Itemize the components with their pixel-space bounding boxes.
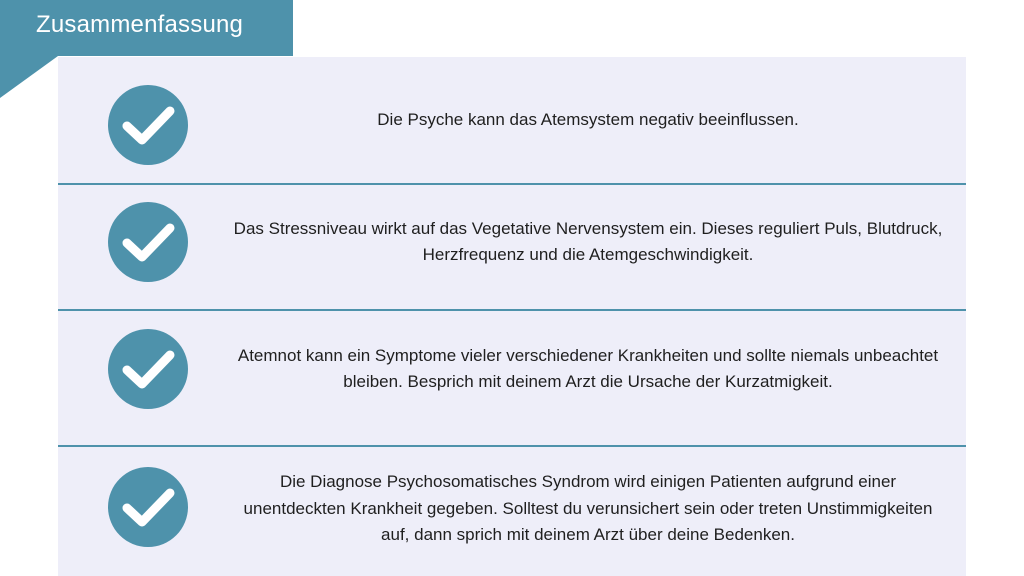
summary-item-text — [228, 57, 948, 183]
check-circle-icon — [108, 329, 188, 409]
summary-item-3-text: Atemnot kann ein Symptome vieler verschiedener Krankheiten und sollte niemals unbeachtet bleiben. Besprich mit deinem Arzt die Ursache der Kurzatmigkeit. — [237, 345, 939, 391]
checkmark-icon — [108, 467, 188, 547]
title-banner — [0, 0, 293, 56]
check-circle-icon — [108, 85, 188, 165]
summary-item-3 — [58, 311, 966, 445]
check-circle-icon — [108, 202, 188, 282]
checkmark-icon — [108, 329, 188, 409]
summary-item-4-text: Die Diagnose Psychosomatisches Syndrom wird einigen Patienten aufgrund einer unentdeckten Krankheit gegeben. Solltest du verunsichert sein oder treten Unstimmigkeiten auf, dann sprich mit deinem Arzt über deine Bedenken. — [243, 472, 933, 545]
summary-panel — [58, 57, 966, 576]
summary-item-4 — [58, 447, 966, 576]
summary-item-1-text: Die Psyche kann das Atemsystem negativ beeinflussen. — [377, 109, 799, 129]
title-banner-fold — [0, 56, 58, 98]
summary-item-text — [228, 311, 948, 427]
checkmark-icon — [108, 85, 188, 165]
summary-item-1 — [58, 57, 966, 183]
summary-item-2 — [58, 185, 966, 309]
summary-item-text — [228, 185, 948, 299]
summary-item-2-text: Das Stressniveau wirkt auf das Vegetative Nervensystem ein. Dieses reguliert Puls, Blutdruck, Herzfrequenz und die Atemgeschwindigkeit. — [233, 218, 943, 264]
summary-item-text — [228, 447, 948, 571]
page-title: Zusammenfassung — [36, 11, 244, 38]
checkmark-icon — [108, 202, 188, 282]
check-circle-icon — [108, 467, 188, 547]
